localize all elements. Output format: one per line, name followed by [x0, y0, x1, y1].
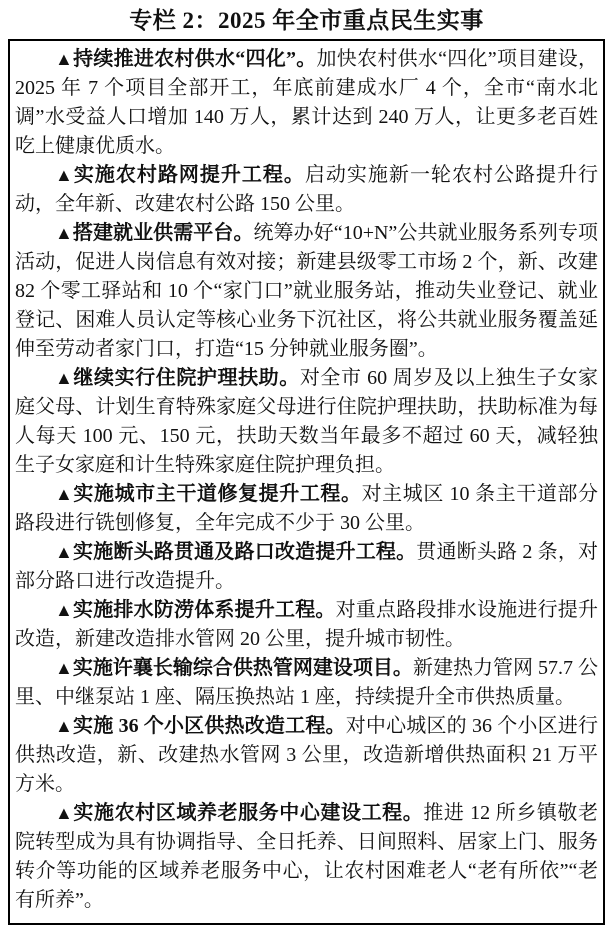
triangle-marker: ▲	[55, 165, 74, 185]
item-body-text: 启动实施新一轮农村公路提升行动，全年新、改建农村公路 150 公里。	[15, 164, 598, 215]
triangle-marker: ▲	[55, 484, 74, 504]
item-lead	[55, 483, 362, 505]
item-lead-text: 持续推进农村供水“四化”。	[73, 48, 317, 70]
item-body-text: 对中心城区的 36 个小区进行供热改造，新、改建热水管网 3 公里，改造新增供热面积 21 万平方米。	[15, 715, 599, 795]
livelihood-item	[15, 45, 598, 161]
item-lead-text: 继续实行住院护理扶助。	[73, 367, 300, 389]
item-body-text: 对全市 60 周岁及以上独生子女家庭父母、计划生育特殊家庭父母进行住院护理扶助，扶助标准为每人每天 100 元、150 元，扶助天数当年最多不超过 60 天，减轻独生子女家庭和计生特殊家庭住院护理负担。	[15, 367, 598, 476]
item-lead-text: 实施农村路网提升工程。	[73, 164, 305, 186]
item-body-text: 统筹办好“10+N”公共就业服务系列专项活动，促进人岗信息有效对接；新建县级零工市场 2 个，新、改建 82 个零工驿站和 10 个“家门口”就业服务站，推动失业登记、就业登记、困难人员认定等核心业务下沉社区，将公共就业服务覆盖延伸至劳动者家门口，打造“15 分钟就业服务圈”。	[15, 222, 598, 360]
livelihood-item	[15, 799, 598, 915]
triangle-marker: ▲	[55, 658, 73, 678]
item-body-text: 贯通断头路 2 条，对部分路口进行改造提升。	[15, 541, 599, 592]
page-title: 专栏 2：2025 年全市重点民生实事	[129, 8, 484, 33]
livelihood-item	[15, 364, 598, 480]
item-body-text: 新建热力管网 57.7 公里、中继泵站 1 座、隔压换热站 1 座，持续提升全市供热质量。	[15, 657, 599, 708]
livelihood-box	[8, 39, 605, 925]
triangle-marker: ▲	[55, 49, 74, 69]
item-lead	[55, 599, 336, 621]
livelihood-item	[15, 480, 598, 538]
item-lead-text: 实施农村区域养老服务中心建设工程。	[73, 802, 424, 824]
item-lead-text: 实施城市主干道修复提升工程。	[73, 483, 362, 505]
item-lead	[55, 657, 413, 679]
triangle-marker: ▲	[55, 716, 74, 736]
item-body-text: 推进 12 所乡镇敬老院转型成为具有协调指导、全日托养、日间照料、居家上门、服务转介等功能的区域养老服务中心，让农村困难老人“老有所依”“老有所养”。	[15, 802, 598, 911]
item-lead	[55, 222, 254, 244]
item-body-text: 对主城区 10 条主干道部分路段进行铣刨修复，全年完成不少于 30 公里。	[15, 483, 598, 534]
livelihood-item	[15, 538, 598, 596]
item-lead-text: 实施许襄长输综合供热管网建设项目。	[72, 657, 413, 679]
item-lead	[55, 715, 346, 737]
triangle-marker: ▲	[55, 600, 74, 620]
item-lead	[55, 802, 423, 824]
item-lead-text: 实施排水防涝体系提升工程。	[73, 599, 336, 621]
livelihood-item	[15, 161, 598, 219]
item-lead	[55, 541, 416, 563]
livelihood-item	[15, 596, 598, 654]
livelihood-item	[15, 219, 598, 364]
triangle-marker: ▲	[55, 803, 74, 823]
livelihood-item	[15, 654, 598, 712]
item-lead	[55, 48, 317, 70]
item-body-text: 对重点路段排水设施进行提升改造，新建改造排水管网 20 公里，提升城市韧性。	[15, 599, 598, 650]
item-lead	[55, 367, 300, 389]
item-lead-text: 搭建就业供需平台。	[72, 222, 254, 244]
item-lead-text: 实施 36 个小区供热改造工程。	[73, 715, 346, 737]
item-lead	[55, 164, 305, 186]
item-lead-text: 实施断头路贯通及路口改造提升工程。	[73, 541, 417, 563]
livelihood-item	[15, 712, 598, 799]
item-body-text: 加快农村供水“四化”项目建设，2025 年 7 个项目全部开工，年底前建成水厂 4 个，全市“南水北调”水受益人口增加 140 万人，累计达到 240 万人，让更多老百姓吃上健康优质水。	[15, 48, 599, 157]
triangle-marker: ▲	[55, 368, 74, 388]
triangle-marker: ▲	[55, 223, 73, 243]
triangle-marker: ▲	[55, 542, 74, 562]
